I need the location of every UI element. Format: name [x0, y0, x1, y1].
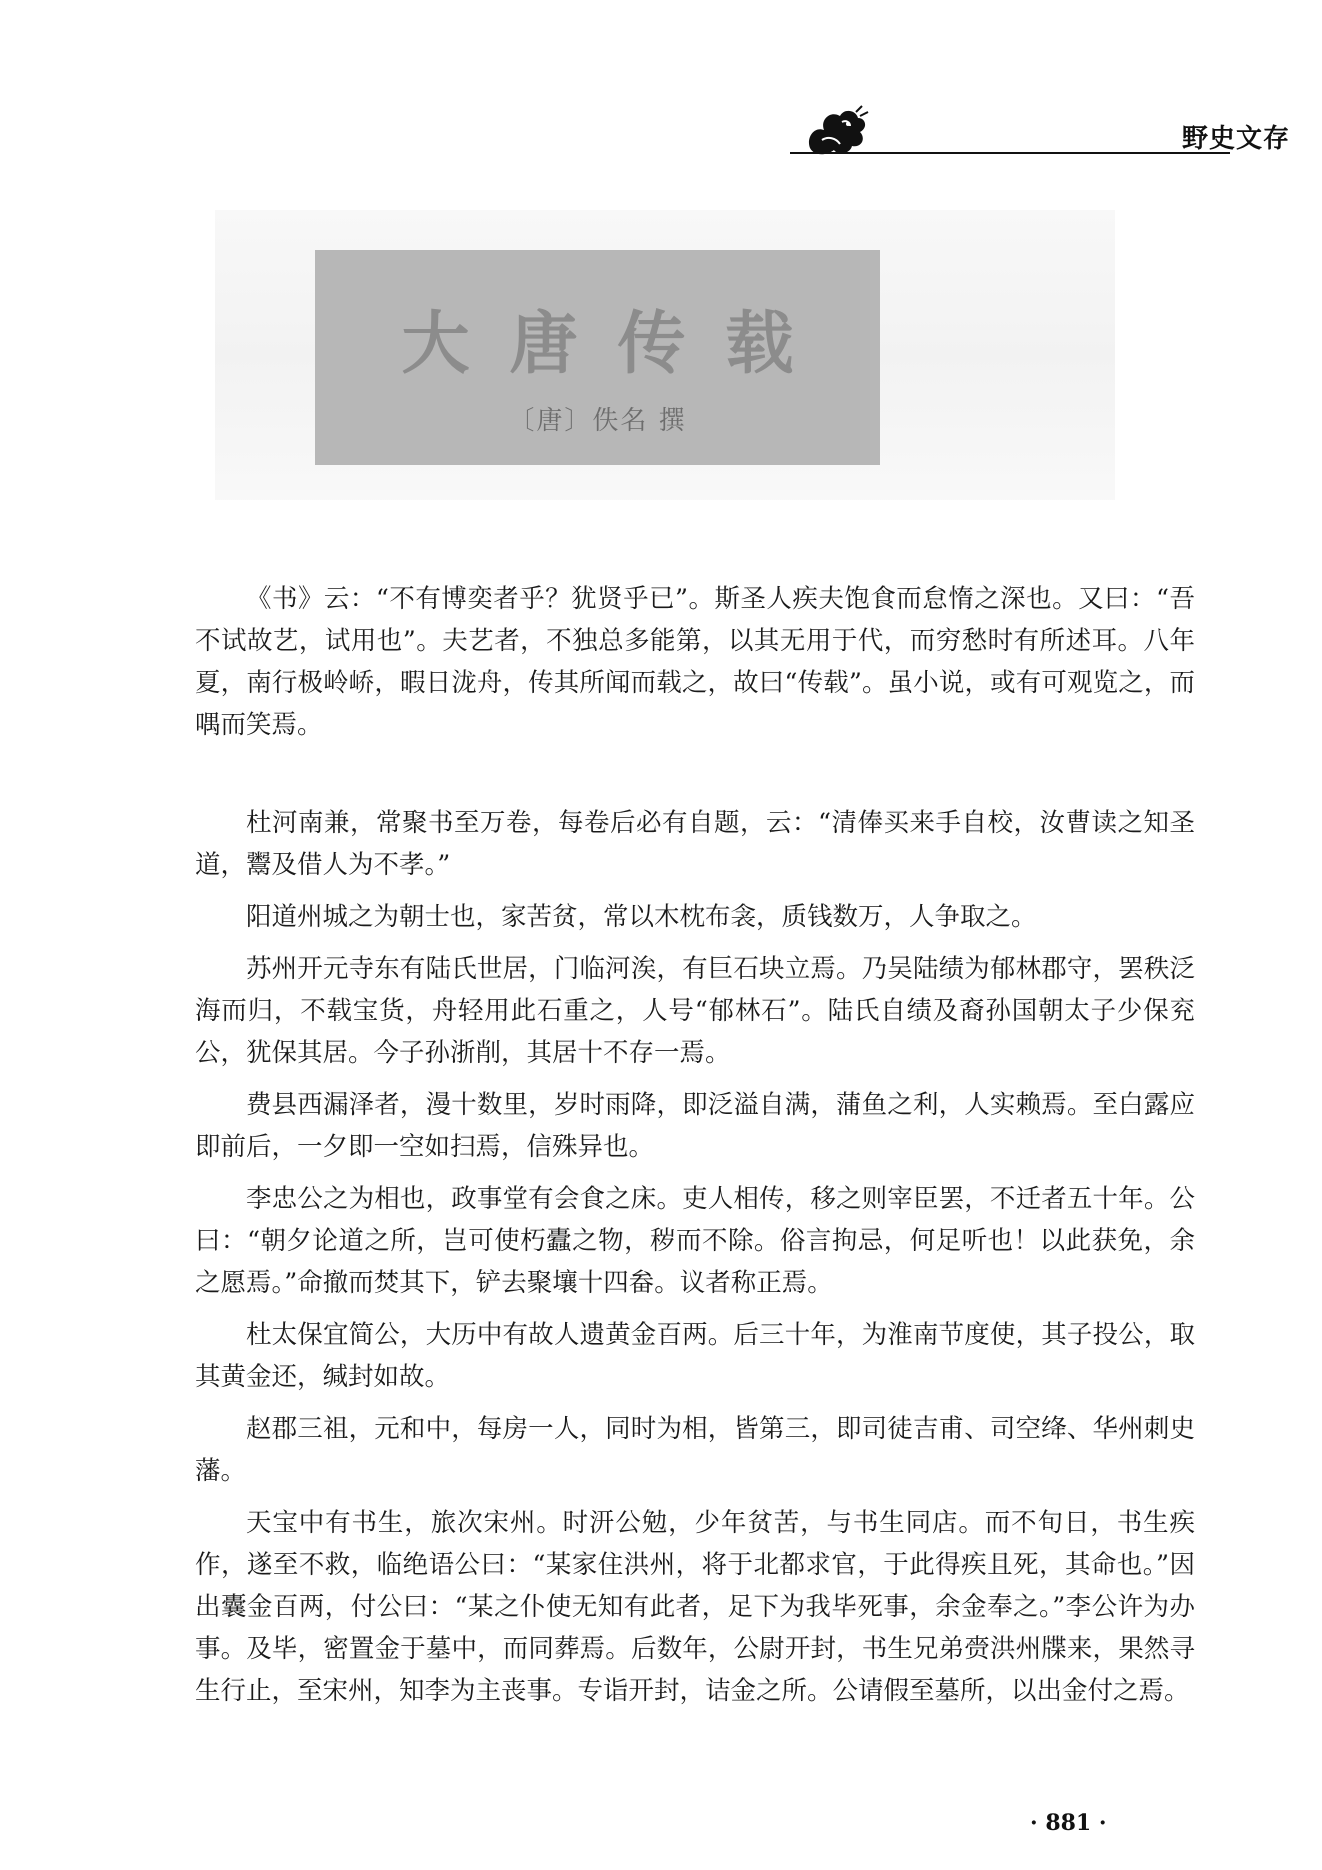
page-number: · 881 · — [1030, 1810, 1107, 1836]
paragraph: 杜太保宜简公，大历中有故人遗黄金百两。后三十年，为淮南节度使，其子投公，取其黄金还，缄封如故。 — [195, 1320, 1195, 1392]
paragraph: 苏州开元寺东有陆氏世居，门临河涘，有巨石块立焉。乃吴陆绩为郁林郡守，罢秩泛海而归，不载宝货，舟轻用此石重之，人号“郁林石”。陆氏自绩及裔孙国朝太子少保兖公，犹保其居。今子孙浙削，其居十不存一焉。 — [195, 954, 1195, 1068]
header-rule — [790, 152, 1230, 154]
book-title: 大唐传载 — [401, 304, 834, 384]
title-block — [315, 250, 880, 465]
author-byline: 〔唐〕佚名 撰 — [508, 406, 687, 436]
paragraph: 杜河南兼，常聚书至万卷，每卷后必有自题，云：“清俸买来手自校，汝曹读之知圣道，鬻及借人为不孝。” — [195, 808, 1195, 880]
paragraph: 阳道州城之为朝士也，家苦贫，常以木枕布衾，质钱数万，人争取之。 — [246, 902, 1037, 932]
paragraph: 赵郡三祖，元和中，每房一人，同时为相，皆第三，即司徒吉甫、司空绛、华州刺史藩。 — [195, 1414, 1195, 1486]
paragraph: 费县西漏泽者，漫十数里，岁时雨降，即泛溢自满，蒲鱼之利，人实赖焉。至白露应即前后，一夕即一空如扫焉，信殊异也。 — [195, 1090, 1195, 1162]
page-header — [790, 100, 1230, 160]
paragraph: 李忠公之为相也，政事堂有会食之床。吏人相传，移之则宰臣罢，不迁者五十年。公曰：“朝夕论道之所，岂可使朽蠹之物，秽而不除。俗言拘忌，何足听也！以此获免，余之愿焉。”命撤而焚其下，铲去聚壤十四畚。议者称正焉。 — [195, 1184, 1195, 1298]
paragraph: 天宝中有书生，旅次宋州。时汧公勉，少年贫苦，与书生同店。而不旬日，书生疾作，遂至不救，临绝语公曰：“某家住洪州，将于北都求官，于此得疾且死，其命也。”因出囊金百两，付公曰：“某之仆使无知有此者，足下为我毕死事，余金奉之。”李公许为办事。及毕，密置金于墓中，而同葬焉。后数年，公尉开封，书生兄弟赍洪州牒来，果然寻生行止，至宋州，知李为主丧事。专诣开封，诘金之所。公请假至墓所，以出金付之焉。 — [195, 1508, 1195, 1706]
preface-paragraph: 《书》云：“不有博奕者乎？犹贤乎已”。斯圣人疾夫饱食而怠惰之深也。又曰：“吾不试故艺，试用也”。夫艺者，不独总多能第，以其无用于代，而穷愁时有所述耳。八年夏，南行极岭峤，暇日泷舟，传其所闻而载之，故曰“传载”。虽小说，或有可观览之，而喁而笑焉。 — [195, 584, 1195, 740]
section-title: 野史文存 — [1181, 124, 1290, 154]
body-text — [195, 578, 1195, 1722]
